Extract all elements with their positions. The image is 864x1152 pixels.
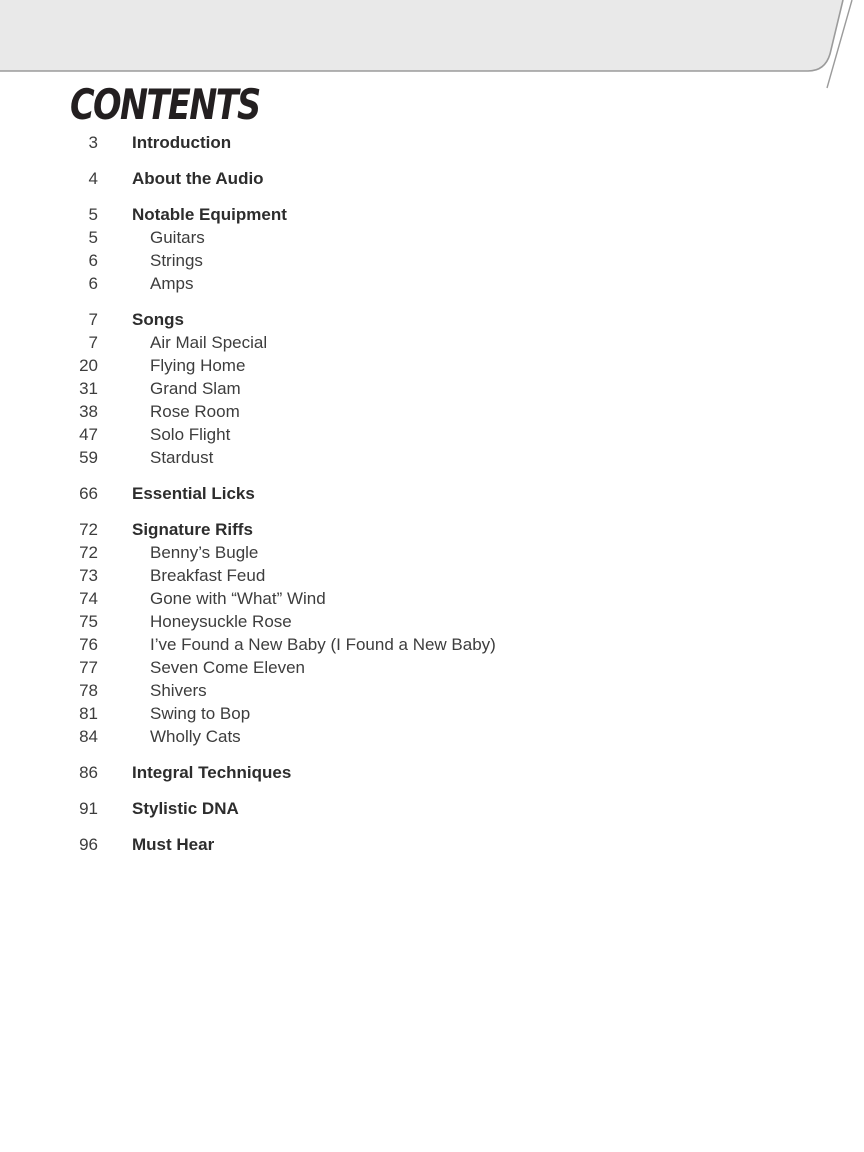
section-title: Stylistic DNA — [132, 799, 239, 818]
toc-row — [60, 725, 824, 748]
page-number: 66 — [79, 484, 98, 503]
toc-group — [60, 308, 824, 469]
toc-row — [60, 702, 824, 725]
entry-label: Grand Slam — [150, 379, 241, 398]
toc-row — [60, 131, 824, 154]
page-number: 72 — [79, 543, 98, 562]
page-number: 59 — [79, 448, 98, 467]
toc-group — [60, 167, 824, 190]
toc-row — [60, 541, 824, 564]
entry-label: Benny’s Bugle — [150, 543, 259, 562]
toc-group — [60, 518, 824, 748]
entry-label: Guitars — [150, 228, 205, 247]
toc-row — [60, 354, 824, 377]
page-number: 75 — [79, 612, 98, 631]
toc-row — [60, 249, 824, 272]
entry-label: Swing to Bop — [150, 704, 251, 723]
page-number: 31 — [79, 379, 98, 398]
toc-row — [60, 272, 824, 295]
toc-row — [60, 482, 824, 505]
toc-row — [60, 423, 824, 446]
toc-row — [60, 633, 824, 656]
entry-label: I’ve Found a New Baby (I Found a New Baby) — [150, 635, 496, 654]
page-number: 91 — [79, 799, 98, 818]
toc-row — [60, 610, 824, 633]
page-number: 84 — [79, 727, 98, 746]
toc-group — [60, 833, 824, 856]
entry-label: Air Mail Special — [150, 333, 268, 352]
page-number: 47 — [79, 425, 98, 444]
page-number: 77 — [79, 658, 98, 677]
toc-group — [60, 482, 824, 505]
entry-label: Wholly Cats — [150, 727, 241, 746]
toc-group — [60, 131, 824, 154]
toc-row — [60, 203, 824, 226]
toc-row — [60, 446, 824, 469]
section-title: Signature Riffs — [132, 520, 253, 539]
toc-row — [60, 308, 824, 331]
entry-label: Strings — [150, 251, 203, 270]
header-banner — [0, 0, 864, 92]
toc-row — [60, 564, 824, 587]
toc-group — [60, 761, 824, 784]
page-number: 96 — [79, 835, 98, 854]
section-title: Notable Equipment — [132, 205, 287, 224]
entry-label: Rose Room — [150, 402, 240, 421]
page-number: 72 — [79, 520, 98, 539]
section-title: Integral Techniques — [132, 763, 292, 782]
section-title: Essential Licks — [132, 484, 255, 503]
entry-label: Shivers — [150, 681, 207, 700]
page-number: 6 — [88, 251, 98, 270]
toc-row — [60, 226, 824, 249]
toc-row — [60, 833, 824, 856]
page-number: 78 — [79, 681, 98, 700]
toc-row — [60, 377, 824, 400]
toc-row — [60, 587, 824, 610]
banner-shape — [0, 0, 843, 71]
toc-row — [60, 656, 824, 679]
page-number: 81 — [79, 704, 98, 723]
toc-row — [60, 167, 824, 190]
toc-row — [60, 761, 824, 784]
table-of-contents — [60, 131, 824, 869]
section-title: Introduction — [132, 133, 232, 152]
entry-label: Stardust — [150, 448, 214, 467]
page-number: 7 — [88, 310, 98, 329]
section-title: Songs — [132, 310, 184, 329]
entry-label: Honeysuckle Rose — [150, 612, 292, 631]
toc-group — [60, 203, 824, 295]
toc-row — [60, 797, 824, 820]
section-title: About the Audio — [132, 169, 264, 188]
toc-row — [60, 331, 824, 354]
page-number: 20 — [79, 356, 98, 375]
page-number: 5 — [88, 205, 98, 224]
toc-row — [60, 679, 824, 702]
toc-row — [60, 518, 824, 541]
page-number: 73 — [79, 566, 98, 585]
entry-label: Gone with “What” Wind — [150, 589, 326, 608]
page-number: 3 — [88, 133, 98, 152]
entry-label: Flying Home — [150, 356, 246, 375]
page-number: 6 — [88, 274, 98, 293]
page-number: 74 — [79, 589, 98, 608]
entry-label: Solo Flight — [150, 425, 231, 444]
entry-label: Seven Come Eleven — [150, 658, 305, 677]
page-number: 5 — [88, 228, 98, 247]
toc-group — [60, 797, 824, 820]
page-number: 38 — [79, 402, 98, 421]
page-number: 86 — [79, 763, 98, 782]
entry-label: Breakfast Feud — [150, 566, 266, 585]
toc-row — [60, 400, 824, 423]
page-number: 4 — [88, 169, 98, 188]
page-number: 7 — [88, 333, 98, 352]
entry-label: Amps — [150, 274, 194, 293]
page-number: 76 — [79, 635, 98, 654]
section-title: Must Hear — [132, 835, 215, 854]
page-title: CONTENTS — [70, 80, 260, 129]
